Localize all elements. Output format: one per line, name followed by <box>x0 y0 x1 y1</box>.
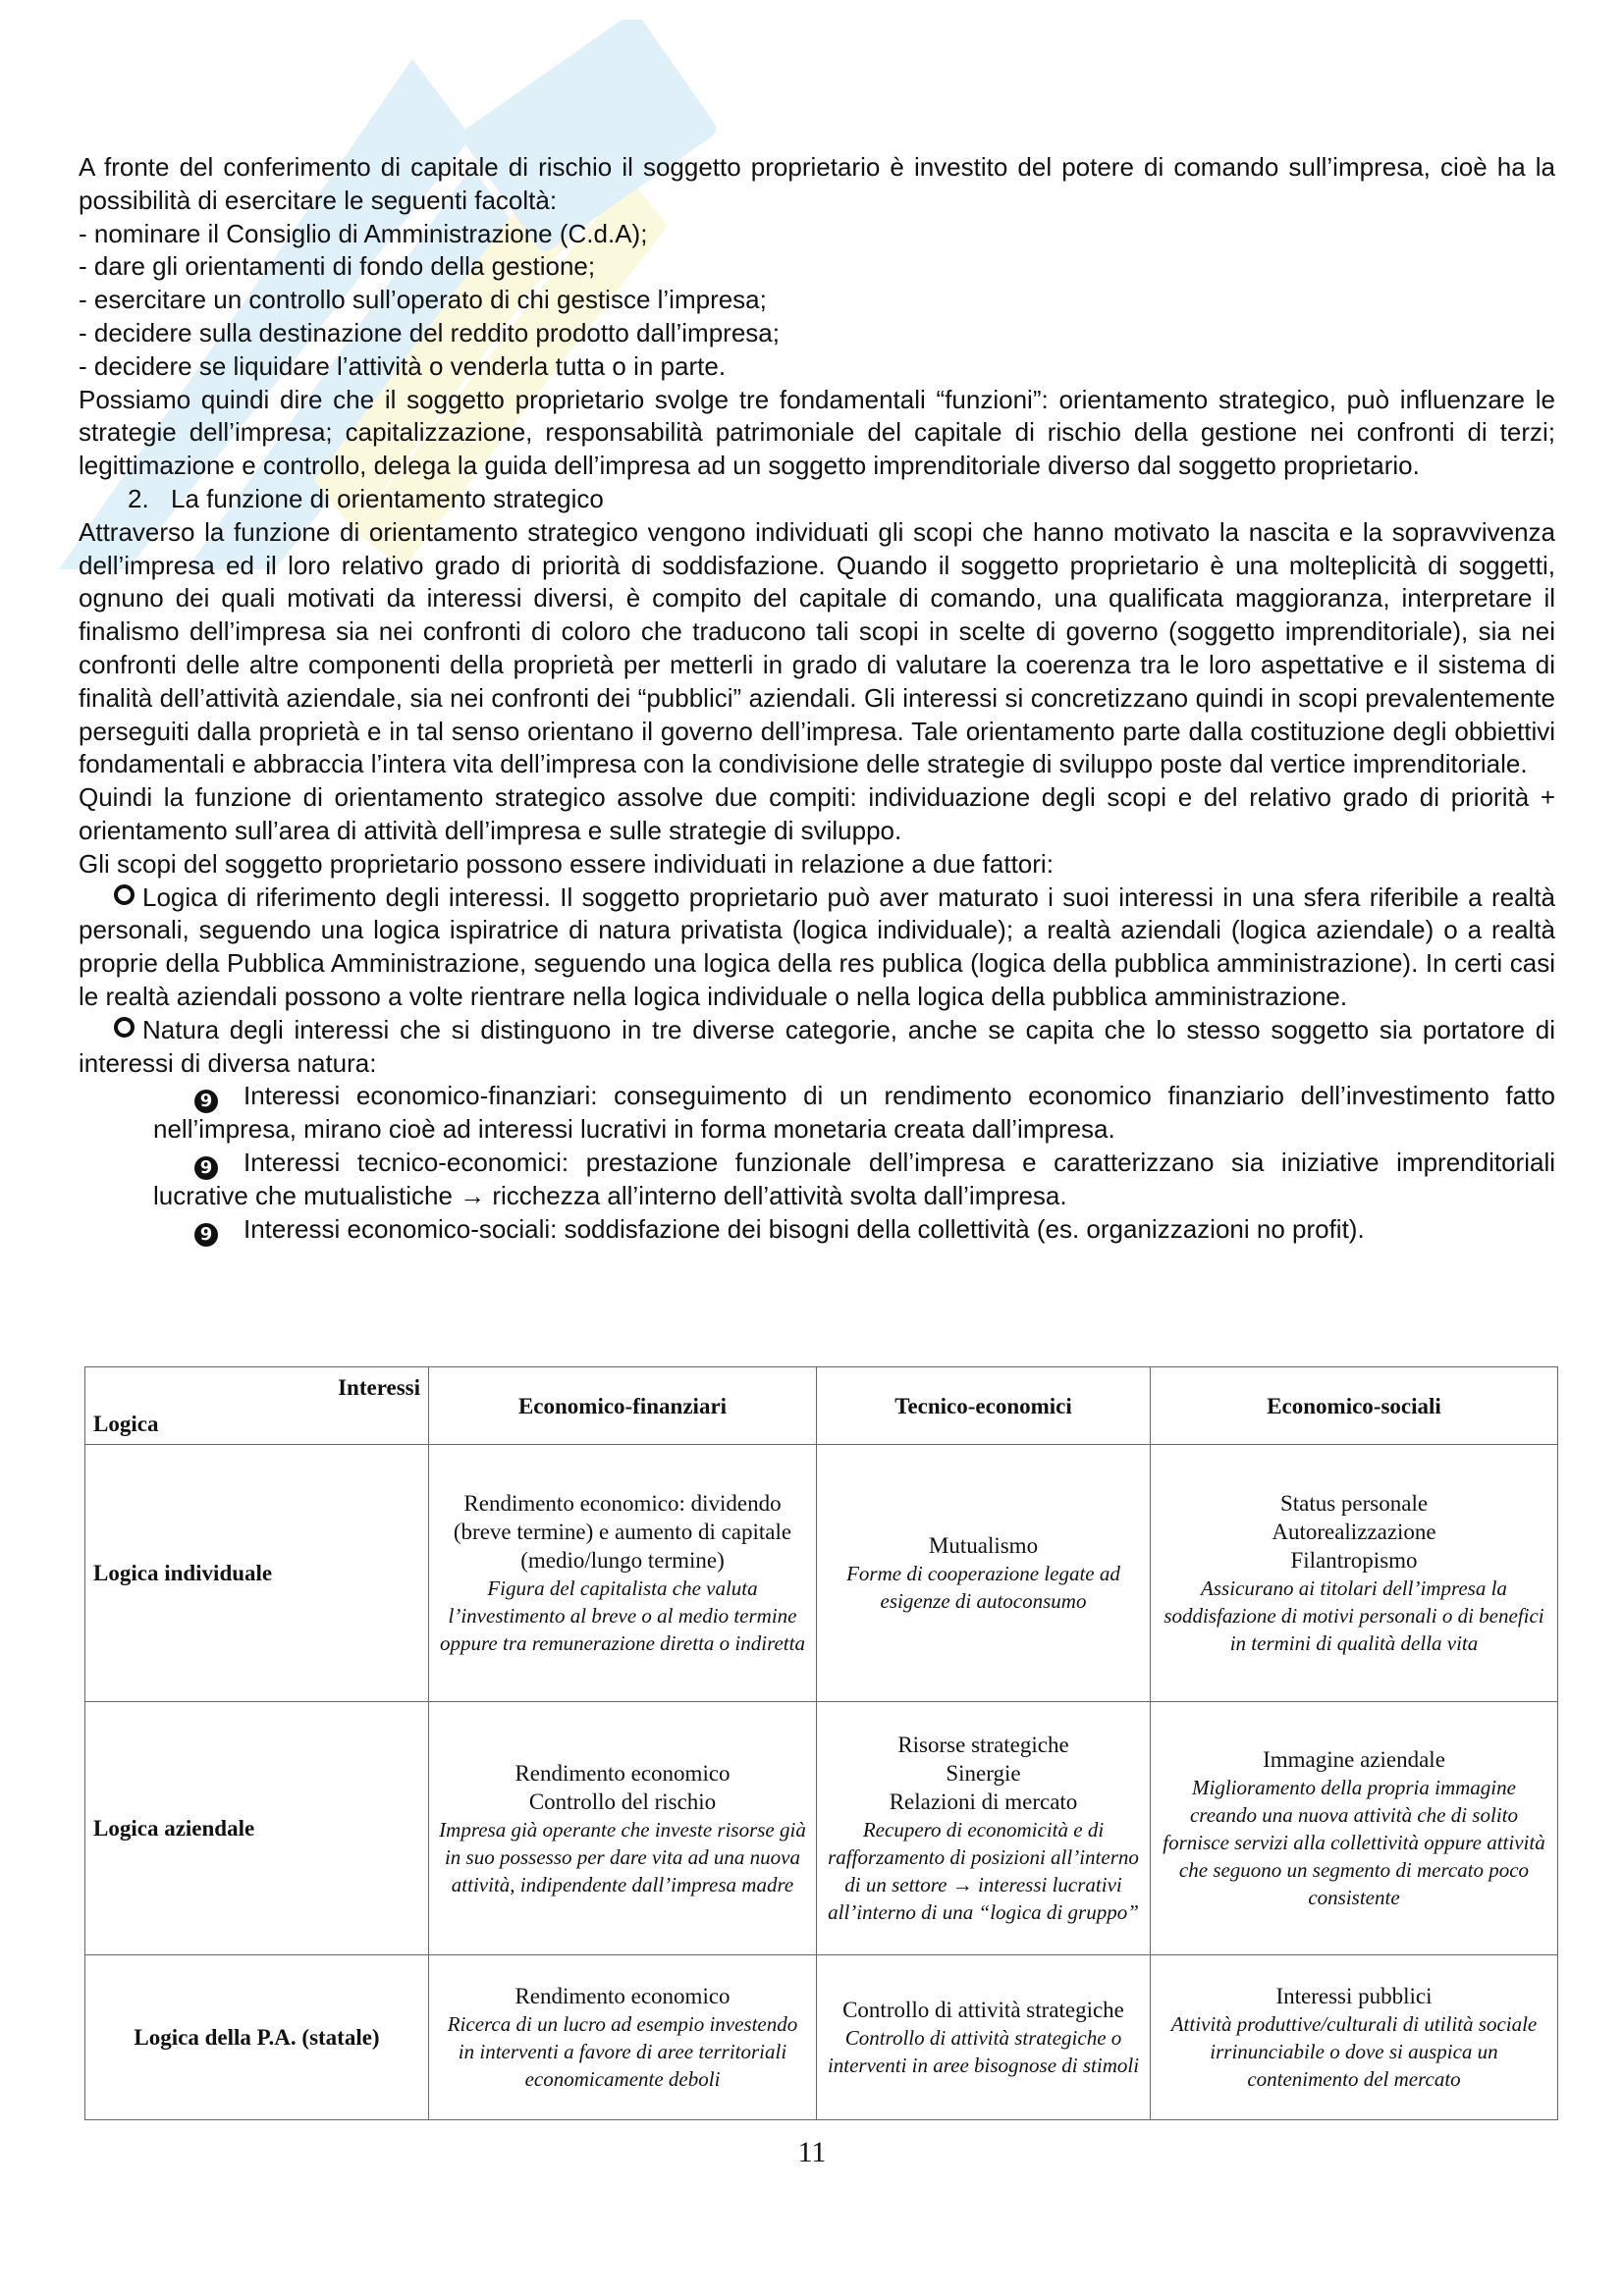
list-item: - decidere sulla destinazione del reddito prodotto dall’impresa; <box>79 317 780 347</box>
nature-item-economic-financial: 9 Interessi economico-finanziari: conseguimento di un rendimento economico finanziario dell’investimento fatto nell’impresa, mirano cioè ad interessi lucrativi in forma monetaria creata dall’impresa. <box>153 1081 1555 1145</box>
section-heading <box>79 483 1555 516</box>
logic-interests-table <box>84 1366 1558 2120</box>
list-item: - nominare il Consiglio di Amministrazione (C.d.A); <box>79 218 648 248</box>
list-item: - esercitare un controllo sull’operato di chi gestisce l’impresa; <box>79 285 767 315</box>
two-factors-paragraph: Gli scopi del soggetto proprietario possono essere individuati in relazione a due fattori: <box>79 848 1054 879</box>
table-cell: Immagine aziendale Miglioramento della propria immagine creando una nuova attività che di solito fornisce servizi alla collettività oppure attività che seguono un segmento di mercato poco consistente <box>1151 1702 1558 1955</box>
nature-item-economic-social: 9 Interessi economico-sociali: soddisfazione dei bisogni della collettività (es. organizzazioni no profit). <box>79 1213 1555 1247</box>
table-row <box>85 1955 1558 2120</box>
two-tasks-paragraph: Quindi la funzione di orientamento strategico assolve due compiti: individuazione degli scopi e del relativo grado di priorità + orientamento sull’area di attività dell’impresa e sulle strategie di sviluppo. <box>79 782 1555 845</box>
orientation-paragraph: Attraverso la funzione di orientamento strategico vengono individuati gli scopi che hanno motivato la nascita e la sopravvivenza dell’impresa ed il loro relativo grado di priorità di soddisfazione. Quando il soggetto proprietario è una molteplicità di soggetti, ognuno dei quali motivati da interessi diversi, è compito del capitale di comando, una qualificata maggioranza, interpretare il finalismo dell’impresa sia nei confronti di coloro che traducono tali scopi in scelte di governo (soggetto imprenditoriale), sia nei confronti delle altre componenti della proprietà per metterli in grado di valutare la coerenza tra le loro aspettative e il sistema di finalità dell’attività aziendale, sia nei confronti dei “pubblici” aziendali. Gli interessi si concretizzano quindi in scopi prevalentemente perseguiti dalla proprietà e in tal senso orientano il governo dell’impresa. Tale orientamento parte dalla costituzione degli obbiettivi fondamentali e abbraccia l’intera vita dell’impresa con la condivisione delle strategie di sviluppo poste dal vertice imprenditoriale. <box>79 516 1555 779</box>
table-cell: Controllo di attività strategiche Controllo di attività strategiche o interventi in aree bisognose di stimoli <box>817 1955 1151 2120</box>
table-cell: Rendimento economico: dividendo (breve termine) e aumento di capitale (medio/lungo termine) Figura del capitalista che valuta l’investimento al breve o al medio termine oppure tra remunerazione diretta o indiretta <box>429 1445 817 1702</box>
factor-logic-item: Logica di riferimento degli interessi. Il soggetto proprietario può aver maturato i suoi interessi in una sfera riferibile a realtà personali, seguendo una logica ispiratrice di natura privatista (logica individuale); a realtà aziendali (logica aziendale) o a realtà proprie della Pubblica Amministrazione, seguendo una logica della res publica (logica della pubblica amministrazione). In certi casi le realtà aziendali possono a volte rientrare nella logica individuale o nella logica della pubblica amministrazione. <box>79 881 1555 1011</box>
column-header: Economico-sociali <box>1151 1367 1558 1445</box>
column-header: Tecnico-economici <box>817 1367 1151 1445</box>
table-cell: Mutualismo Forme di cooperazione legate ad esigenze di autoconsumo <box>817 1445 1151 1702</box>
table-cell: Rendimento economico Controllo del rischio Impresa già operante che investe risorse già in suo possesso per dare vita ad una nuova attività, indipendente dall’impresa madre <box>429 1702 817 1955</box>
column-header: Economico-finanziari <box>429 1367 817 1445</box>
table-header-row <box>85 1367 1558 1445</box>
numbered-bullet-icon: 9 <box>194 1223 218 1247</box>
numbered-bullet-icon: 9 <box>194 1156 218 1180</box>
row-header: Logica della P.A. (statale) <box>85 1955 429 2120</box>
table-cell: Rendimento economico Ricerca di un lucro ad esempio investendo in interventi a favore di aree territoriali economicamente deboli <box>429 1955 817 2120</box>
list-item: - dare gli orientamenti di fondo della gestione; <box>79 251 596 282</box>
circle-bullet-icon <box>114 884 135 905</box>
table-cell: Status personale Autorealizzazione Filantropismo Assicurano ai titolari dell’impresa la soddisfazione di motivi personali o di benefici in termini di qualità della vita <box>1151 1445 1558 1702</box>
table-cell: Risorse strategiche Sinergie Relazioni di mercato Recupero di economicità e di rafforzamento di posizioni all’interno di un settore → interessi lucrativi all’interno di una “logica di gruppo” <box>817 1702 1151 1955</box>
corner-label-logic: Logica <box>93 1412 159 1436</box>
intro-paragraph: A fronte del conferimento di capitale di rischio il soggetto proprietario è investito del potere di comando sull’impresa, cioè ha la possibilità di esercitare le seguenti facoltà: <box>79 152 1555 215</box>
table-corner-cell <box>85 1367 429 1445</box>
numbered-bullet-icon: 9 <box>194 1090 218 1113</box>
table-cell: Interessi pubblici Attività produttive/culturali di utilità sociale irrinunciabile o dove si auspica un contenimento del mercato <box>1151 1955 1558 2120</box>
page-body <box>79 151 1555 1247</box>
table-row <box>85 1445 1558 1702</box>
table-row <box>85 1702 1558 1955</box>
section-title: La funzione di orientamento strategico <box>171 483 604 513</box>
functions-paragraph: Possiamo quindi dire che il soggetto proprietario svolge tre fondamentali “funzioni”: orientamento strategico, può influenzare le strategie dell’impresa; capitalizzazione, responsabilità patrimoniale del capitale di rischio della gestione nei confronti di terzi; legittimazione e controllo, delega la guida dell’impresa ad un soggetto imprenditoriale diverso dal soggetto proprietario. <box>79 384 1555 481</box>
row-header: Logica aziendale <box>85 1702 429 1955</box>
list-item: - decidere se liquidare l’attività o venderla tutta o in parte. <box>79 350 727 381</box>
circle-bullet-icon <box>114 1017 135 1038</box>
nature-item-technical-economic: 9 Interessi tecnico-economici: prestazione funzionale dell’impresa e caratterizzano sia iniziative imprenditoriali lucrative che mutualistiche → ricchezza all’interno dell’attività svolta dall’impresa. <box>153 1148 1555 1211</box>
row-header: Logica individuale <box>85 1445 429 1702</box>
corner-label-interests: Interessi <box>338 1375 420 1400</box>
section-number: 2. <box>128 483 149 513</box>
factor-nature-item: Natura degli interessi che si distinguono in tre diverse categorie, anche se capita che lo stesso soggetto sia portatore di interessi di diversa natura: <box>79 1014 1555 1078</box>
page-number: 11 <box>797 2136 827 2168</box>
